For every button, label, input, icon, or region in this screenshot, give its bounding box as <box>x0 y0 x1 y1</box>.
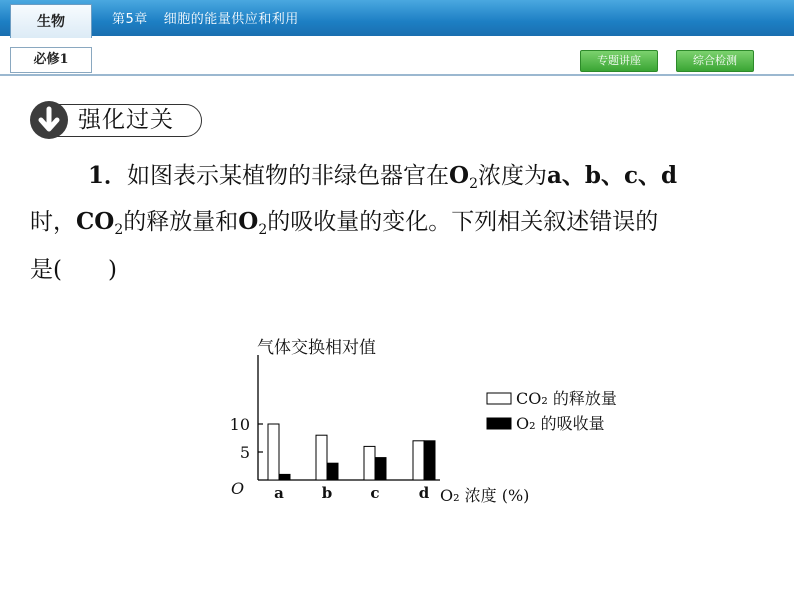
x-tick-label: b <box>321 484 333 502</box>
bar-b-co2 <box>316 435 327 480</box>
x-tick-label: a <box>274 484 284 502</box>
bar-c-o2 <box>375 458 386 480</box>
co2-subscript: 2 <box>114 222 124 238</box>
x-axis-label: O₂ 浓度 (%) <box>440 486 530 505</box>
question-text: 的释放量和 <box>123 209 239 235</box>
question-text: 如图表示某植物的非绿色器官在 <box>127 163 450 189</box>
co2-formula: CO <box>76 208 115 235</box>
bar-a-co2 <box>268 424 279 480</box>
subject-tab[interactable]: 生物 <box>10 4 92 38</box>
legend-swatch <box>487 393 511 404</box>
legend-label: CO₂ 的释放量 <box>516 389 617 408</box>
o2-formula: O <box>238 208 259 235</box>
concentration-vars: a、b、c、d <box>546 162 678 189</box>
y-axis-label: 气体交换相对值 <box>257 338 376 358</box>
question-text: 的吸收量的变化。下列相关叙述错误的 <box>267 209 659 235</box>
book-tab[interactable]: 必修1 <box>10 47 92 73</box>
bar-a-o2 <box>279 474 290 480</box>
bar-b-o2 <box>327 463 338 480</box>
x-tick-label: d <box>418 484 430 502</box>
bar-c-co2 <box>364 446 375 480</box>
question-text: 时， <box>30 209 76 235</box>
o2-subscript: 2 <box>469 176 478 192</box>
origin-label: O <box>231 479 245 498</box>
bar-d-o2 <box>424 441 435 480</box>
section-title: 强化过关 <box>78 107 174 133</box>
y-tick-label: 10 <box>229 415 250 434</box>
question-number: 1． <box>88 162 128 189</box>
special-lecture-button[interactable]: 专题讲座 <box>580 50 658 72</box>
y-tick-label: 5 <box>239 443 250 462</box>
legend-swatch <box>487 418 511 429</box>
chapter-name: 细胞的能量供应和利用 <box>163 12 299 27</box>
o2-subscript: 2 <box>258 222 268 238</box>
legend-label: O₂ 的吸收量 <box>516 414 605 433</box>
comprehensive-test-button[interactable]: 综合检测 <box>676 50 754 72</box>
x-tick-label: c <box>370 484 380 502</box>
question-text: 浓度为 <box>477 163 547 189</box>
o2-formula: O <box>449 162 470 189</box>
chapter-number: 第5章 <box>112 12 148 27</box>
bar-d-co2 <box>413 441 424 480</box>
answer-blank: 是( ) <box>30 257 117 283</box>
